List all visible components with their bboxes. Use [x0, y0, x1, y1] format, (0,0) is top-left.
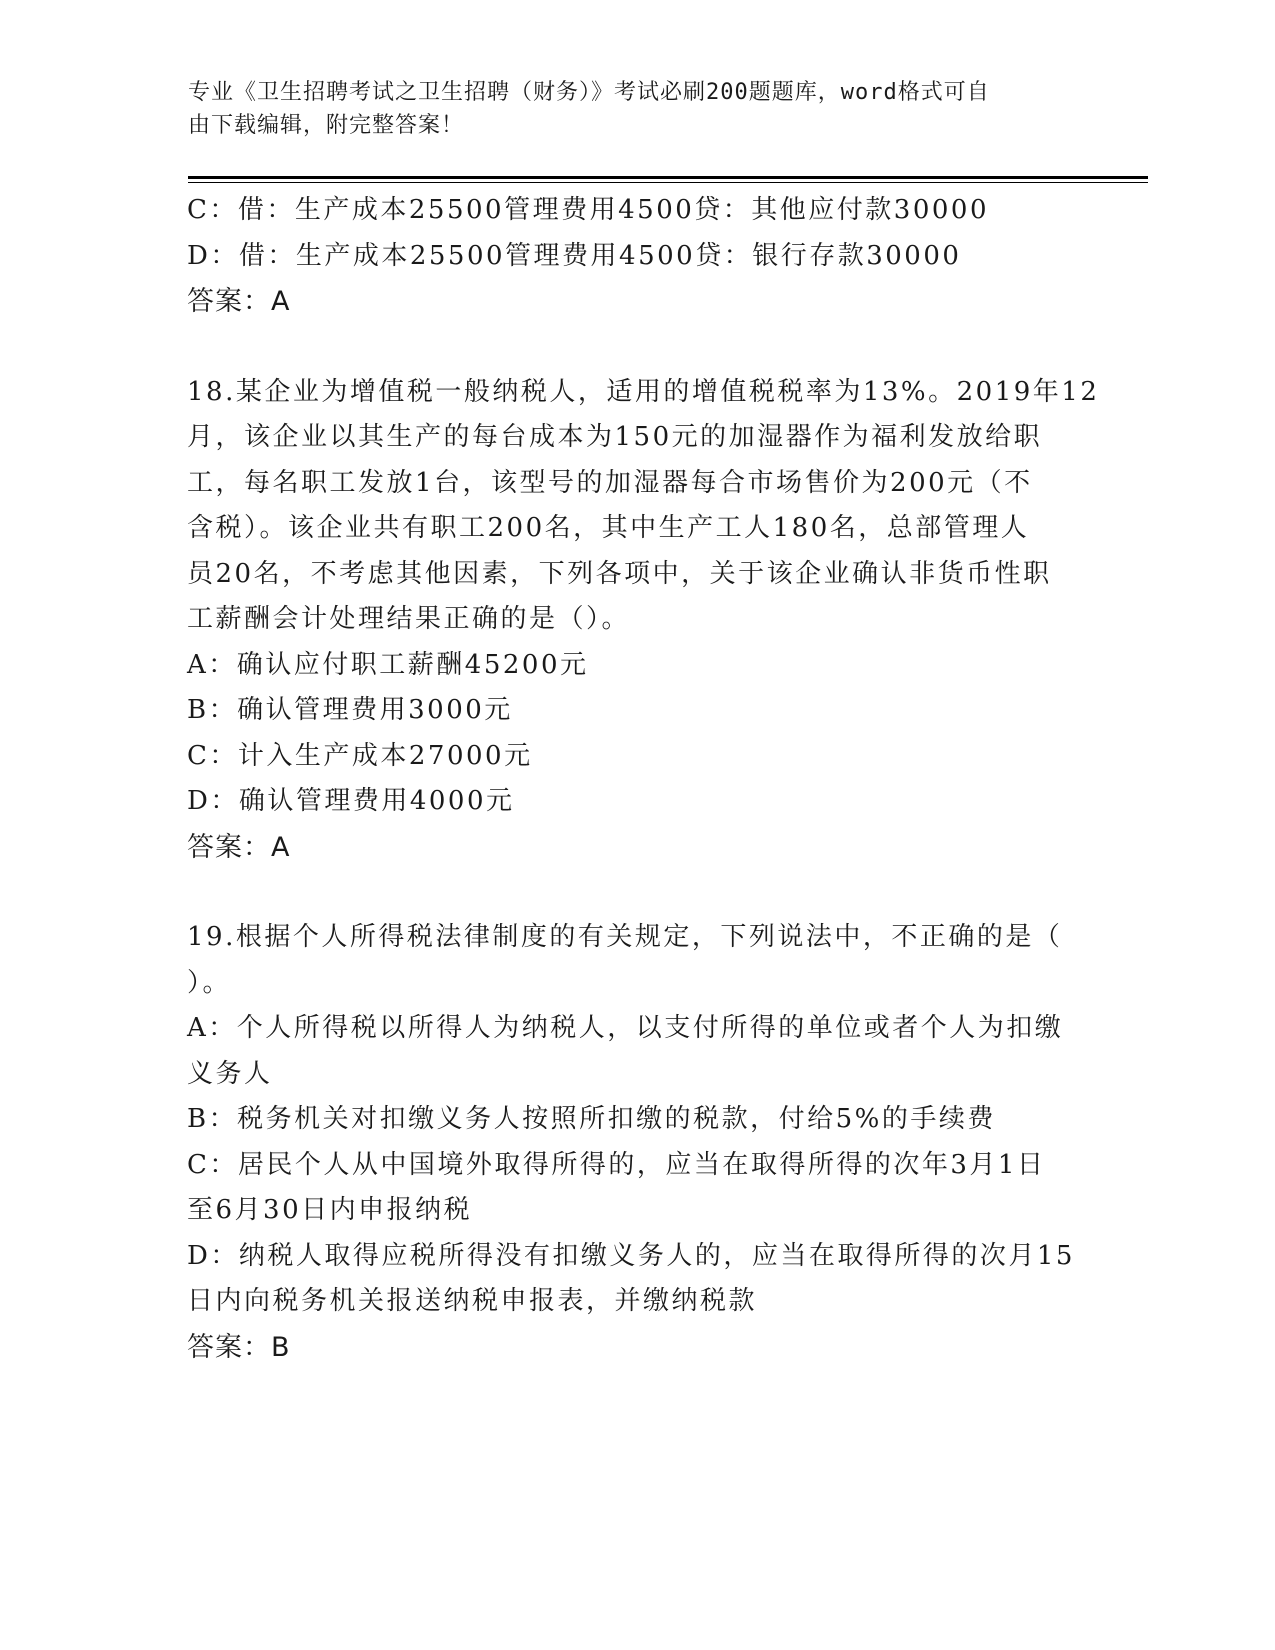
question-stem-line: 含税）。该企业共有职工200名，其中生产工人180名，总部管理人	[187, 513, 1030, 543]
question-stem-line: 工薪酬会计处理结果正确的是（）。	[187, 604, 631, 634]
question-18	[187, 370, 1100, 871]
spacer	[187, 870, 1087, 915]
question-stem-line: 月，该企业以其生产的每台成本为150元的加湿器作为福利发放给职	[187, 422, 1043, 452]
answer-line: 答案：B	[187, 1331, 291, 1363]
option-d-continued: 日内向税务机关报送纳税申报表，并缴纳税款	[187, 1286, 758, 1316]
question-continuation	[187, 188, 1087, 325]
option-d: D：确认管理费用4000元	[187, 786, 515, 816]
option-a: A：个人所得税以所得人为纳税人，以支付所得的单位或者个人为扣缴	[187, 1013, 1064, 1043]
document-header	[188, 76, 1068, 142]
option-a-continued: 义务人	[187, 1058, 273, 1089]
option-d: D：纳税人取得应税所得没有扣缴义务人的，应当在取得所得的次月15	[187, 1240, 1075, 1271]
question-stem-line: 19.根据个人所得税法律制度的有关规定，下列说法中，不正确的是（	[187, 922, 1063, 952]
header-line: 专业《卫生招聘考试之卫生招聘（财务）》考试必刷200题题库，word格式可自	[188, 80, 990, 105]
answer-line: 答案：A	[187, 831, 291, 863]
header-divider-thin	[188, 182, 1148, 183]
option-b: B：税务机关对扣缴义务人按照所扣缴的税款，付给5%的手续费	[187, 1104, 996, 1134]
spacer	[187, 325, 1087, 370]
question-stem-line: ）。	[187, 967, 232, 998]
question-stem-line: 员20名，不考虑其他因素，下列各项中，关于该企业确认非货币性职	[187, 558, 1052, 589]
answer-line: 答案：A	[187, 286, 291, 317]
option-b: B：确认管理费用3000元	[187, 695, 513, 725]
option-c: C：借：生产成本25500管理费用4500贷：其他应付款30000	[187, 195, 989, 225]
header-divider-thick	[188, 176, 1148, 179]
option-c-continued: 至6月30日内申报纳税	[187, 1195, 473, 1225]
question-19	[187, 915, 1087, 1370]
question-stem-line: 工，每名职工发放1台，该型号的加湿器每合市场售价为200元（不	[187, 467, 1033, 498]
document-body	[187, 188, 1100, 1370]
option-c: C：计入生产成本27000元	[187, 740, 533, 771]
option-c: C：居民个人从中国境外取得所得的，应当在取得所得的次年3月1日	[187, 1149, 1046, 1180]
question-stem-line: 18.某企业为增值税一般纳税人，适用的增值税税率为13%。2019年12	[187, 376, 1100, 407]
option-a: A：确认应付职工薪酬45200元	[187, 649, 589, 680]
option-d: D：借：生产成本25500管理费用4500贷：银行存款30000	[187, 240, 962, 271]
header-line: 由下载编辑，附完整答案！	[188, 113, 465, 138]
